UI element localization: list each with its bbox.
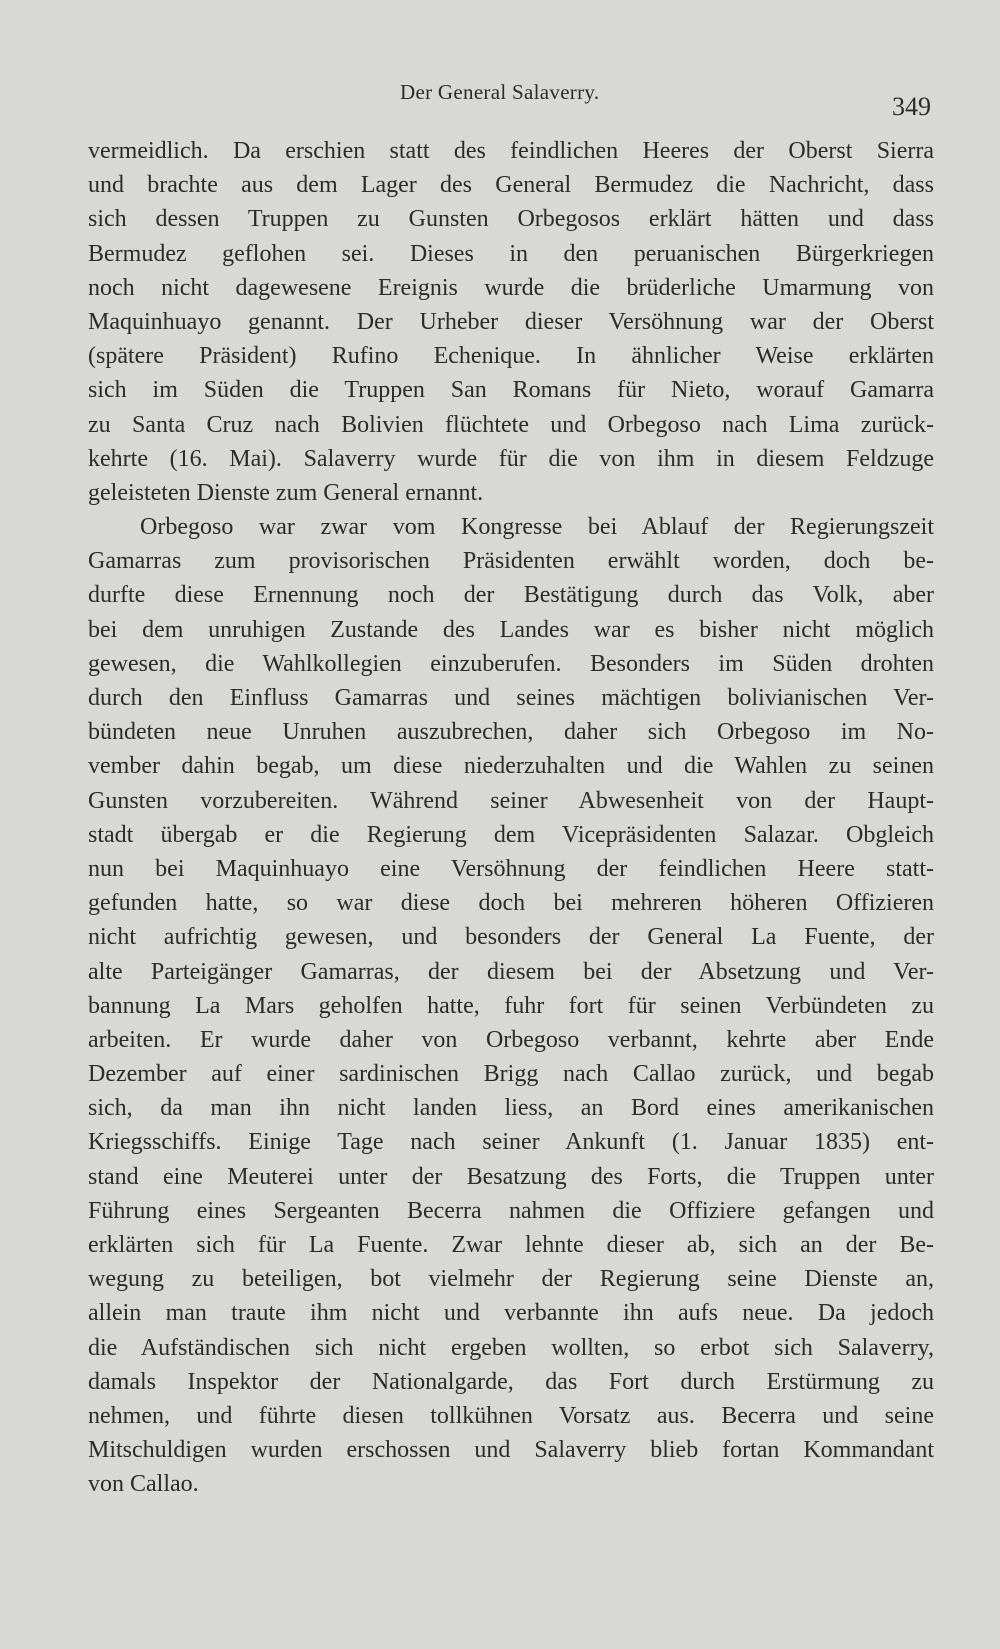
text-line: Dezember auf einer sardinischen Brigg nach Callao zurück, und begab (88, 1061, 934, 1088)
text-line: bannung La Mars geholfen hatte, fuhr fort für seinen Verbündeten zu (88, 992, 934, 1019)
paragraph (88, 510, 934, 1501)
text-line: Orbegoso war zwar vom Kongresse bei Ablauf der Regierungszeit (140, 514, 934, 541)
text-line: (spätere Präsident) Rufino Echenique. In ähnlicher Weise erklärten (88, 343, 934, 370)
text-line: erklärten sich für La Fuente. Zwar lehnte dieser ab, sich an der Be- (88, 1232, 934, 1258)
text-line: die Aufständischen sich nicht ergeben wollten, so erbot sich Salaverry, (88, 1334, 934, 1361)
body-text (88, 134, 934, 1502)
text-line: und brachte aus dem Lager des General Bermudez die Nachricht, dass (88, 172, 934, 199)
text-line: sich, da man ihn nicht landen liess, an Bord eines amerikanischen (88, 1095, 934, 1122)
text-line: Bermudez geflohen sei. Dieses in den peruanischen Bürgerkriegen (88, 240, 934, 267)
text-line: alte Parteigänger Gamarras, der diesem bei der Absetzung und Ver- (88, 958, 934, 985)
running-title: Der General Salaverry. (400, 80, 600, 104)
text-line: sich dessen Truppen zu Gunsten Orbegosos erklärt hätten und dass (88, 206, 934, 233)
text-line: zu Santa Cruz nach Bolivien flüchtete und Orbegoso nach Lima zurück- (88, 411, 934, 438)
text-line: stadt übergab er die Regierung dem Vicepräsidenten Salazar. Obgleich (88, 821, 934, 848)
text-line: wegung zu beteiligen, bot vielmehr der Regierung seine Dienste an, (88, 1266, 934, 1293)
paragraph (88, 134, 934, 510)
text-line: nehmen, und führte diesen tollkühnen Vorsatz aus. Becerra und seine (88, 1402, 934, 1429)
page-number: 349 (892, 92, 931, 121)
text-line: gefunden hatte, so war diese doch bei mehreren höheren Offizieren (88, 890, 934, 917)
text-line: Mitschuldigen wurden erschossen und Salaverry blieb fortan Kommandant (88, 1437, 934, 1464)
text-line: durch den Einfluss Gamarras und seines mächtigen bolivianischen Ver- (88, 685, 934, 711)
text-line: von Callao. (88, 1471, 199, 1498)
text-line: geleisteten Dienste zum General ernannt. (88, 479, 484, 506)
text-line: gewesen, die Wahlkollegien einzuberufen. Besonders im Süden drohten (88, 650, 934, 677)
running-head (0, 80, 1000, 121)
text-line: damals Inspektor der Nationalgarde, das Fort durch Erstürmung zu (88, 1368, 934, 1395)
text-line: noch nicht dagewesene Ereignis wurde die brüderliche Umarmung von (88, 274, 934, 301)
text-line: Führung eines Sergeanten Becerra nahmen die Offiziere gefangen und (88, 1197, 934, 1224)
text-line: nicht aufrichtig gewesen, und besonders der General La Fuente, der (88, 924, 934, 951)
text-line: Gunsten vorzubereiten. Während seiner Abwesenheit von der Haupt- (88, 787, 934, 814)
text-line: Gamarras zum provisorischen Präsidenten erwählt worden, doch be- (88, 548, 934, 575)
text-line: vember dahin begab, um diese niederzuhalten und die Wahlen zu seinen (88, 753, 934, 780)
text-line: Kriegsschiffs. Einige Tage nach seiner Ankunft (1. Januar 1835) ent- (88, 1129, 934, 1156)
text-line: durfte diese Ernennung noch der Bestätigung durch das Volk, aber (88, 582, 934, 609)
text-line: stand eine Meuterei unter der Besatzung des Forts, die Truppen unter (88, 1163, 934, 1190)
text-line: arbeiten. Er wurde daher von Orbegoso verbannt, kehrte aber Ende (88, 1026, 934, 1053)
text-line: Maquinhuayo genannt. Der Urheber dieser Versöhnung war der Oberst (88, 308, 934, 335)
text-line: sich im Süden die Truppen San Romans für Nieto, worauf Gamarra (88, 377, 934, 404)
text-line: bündeten neue Unruhen auszubrechen, daher sich Orbegoso im No- (88, 719, 934, 746)
text-line: nun bei Maquinhuayo eine Versöhnung der feindlichen Heere statt- (88, 855, 934, 882)
text-line: allein man traute ihm nicht und verbannte ihn aufs neue. Da jedoch (88, 1300, 934, 1327)
text-line: vermeidlich. Da erschien statt des feindlichen Heeres der Oberst Sierra (88, 138, 934, 164)
text-line: bei dem unruhigen Zustande des Landes war es bisher nicht möglich (88, 616, 934, 643)
text-line: kehrte (16. Mai). Salaverry wurde für die von ihm in diesem Feldzuge (88, 445, 934, 472)
